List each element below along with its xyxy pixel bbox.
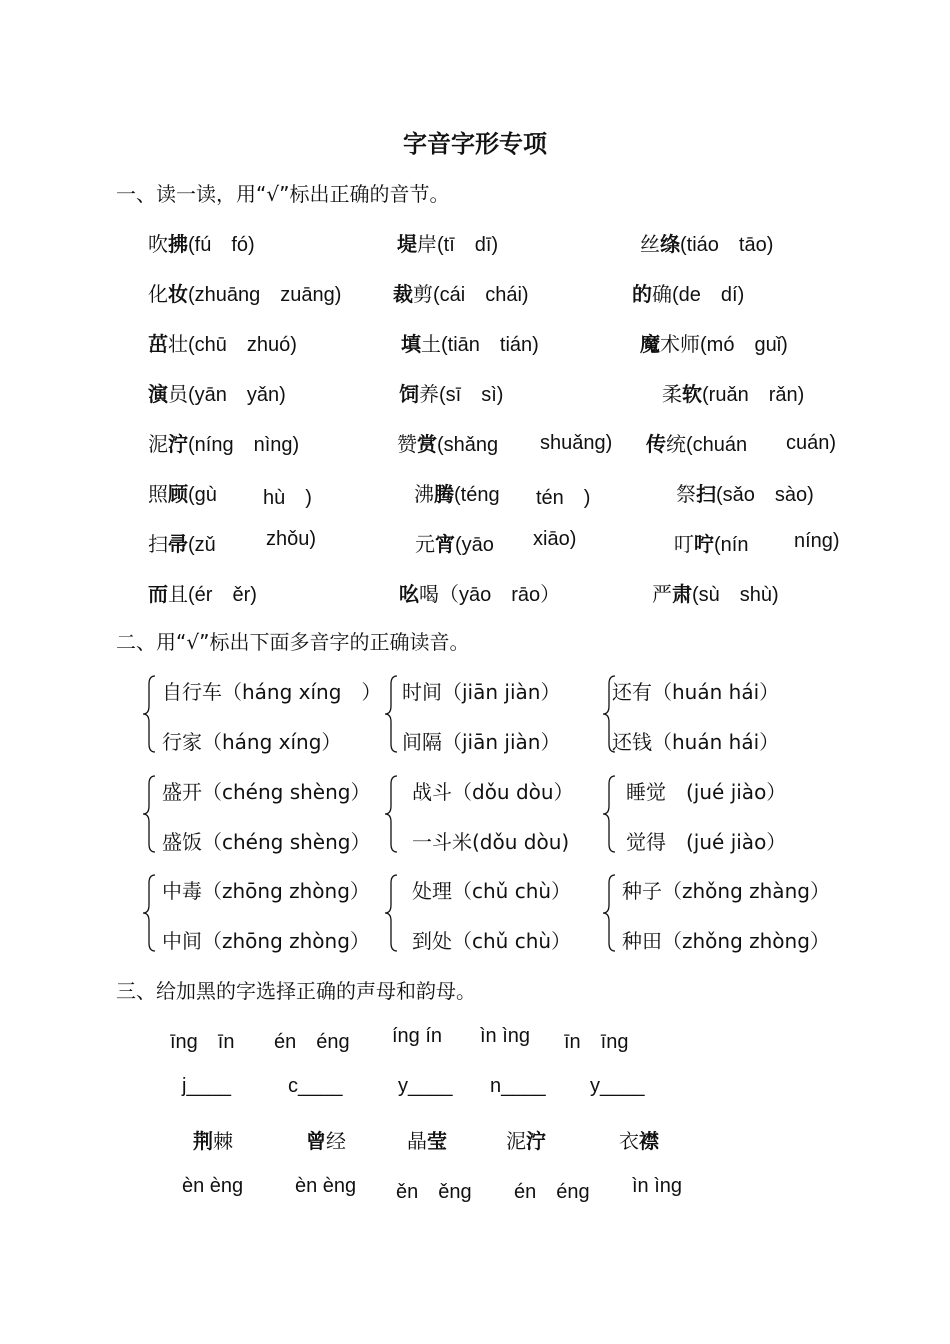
pinyin-options[interactable]: (chuán	[686, 434, 748, 456]
word-plain-suffix: 壮	[168, 332, 188, 356]
word-plain-prefix: 丝	[640, 232, 660, 256]
reading-item	[414, 478, 500, 507]
curly-brace-icon	[142, 873, 156, 953]
word-plain-suffix: 员	[168, 382, 188, 406]
polyphone-item[interactable]: 战斗（dǒu dòu）	[412, 780, 574, 804]
pinyin-options[interactable]: (yāo	[455, 534, 494, 556]
word-bold-char: 肃	[672, 582, 692, 606]
word-bold-char: 魔	[640, 332, 660, 356]
word-plain-suffix: 剪	[413, 282, 433, 306]
section3-heading: 三、给加黑的字选择正确的声母和韵母。	[116, 979, 476, 1003]
word-bold-char: 绦	[660, 232, 680, 256]
word-bold-char: 拂	[168, 232, 188, 256]
word-plain-prefix: 扫	[148, 532, 168, 556]
word-bold-char: 裁	[393, 282, 413, 306]
pinyin-options[interactable]: (de dí)	[672, 284, 745, 306]
word-plain-suffix: 喝	[419, 582, 439, 606]
polyphone-item[interactable]: 一斗米(dǒu dòu)	[412, 830, 570, 854]
pinyin-options[interactable]: (sù shù)	[692, 584, 779, 606]
pinyin-options[interactable]: （yāo rāo）	[439, 584, 561, 606]
reading-item	[148, 528, 216, 557]
reading-item	[632, 278, 744, 307]
word-plain-prefix: 照	[148, 482, 168, 506]
polyphone-item[interactable]: 间隔（jiān jiàn）	[402, 730, 561, 754]
initial-blank[interactable]: j____	[182, 1075, 231, 1097]
reading-item	[148, 228, 255, 257]
reading-item	[662, 378, 804, 407]
curly-brace-icon	[384, 774, 398, 854]
pinyin-options[interactable]: (níng nìng)	[188, 434, 300, 456]
reading-item	[401, 328, 539, 357]
target-word	[407, 1125, 447, 1154]
pinyin-option-secondary[interactable]: xiāo)	[533, 528, 577, 550]
reading-item	[415, 528, 494, 557]
pinyin-options[interactable]: (téng	[454, 484, 500, 506]
reading-item	[676, 478, 814, 507]
polyphone-item[interactable]: 盛开（chéng shèng）	[162, 780, 371, 804]
curly-brace-icon	[142, 774, 156, 854]
word-bold-char: 莹	[427, 1129, 447, 1153]
sound-option[interactable]: ìn ìng	[480, 1025, 531, 1047]
pinyin-options[interactable]: (tī dī)	[437, 234, 499, 256]
word-plain-prefix: 叮	[674, 532, 694, 556]
word-plain-char: 泥	[506, 1129, 526, 1153]
polyphone-item[interactable]: 自行车（háng xíng ）	[162, 680, 382, 704]
word-bold-char: 吆	[399, 582, 419, 606]
polyphone-item[interactable]: 种子（zhǒng zhàng）	[622, 879, 830, 903]
word-plain-char: 棘	[213, 1129, 233, 1153]
reading-item	[646, 428, 747, 457]
pinyin-options[interactable]: (tiān tián)	[441, 334, 539, 356]
word-bold-char: 赏	[417, 432, 437, 456]
polyphone-item[interactable]: 中毒（zhōng zhòng）	[162, 879, 370, 903]
pinyin-options[interactable]: (tiáo tāo)	[680, 234, 774, 256]
polyphone-item[interactable]: 睡觉 (jué jiào）	[626, 780, 787, 804]
word-bold-char: 茁	[148, 332, 168, 356]
word-plain-suffix: 统	[666, 432, 686, 456]
sound-option[interactable]: èn èng	[295, 1175, 357, 1197]
section1-heading: 一、读一读，用“√”标出正确的音节。	[116, 182, 450, 206]
sound-option[interactable]: ěn ěng	[396, 1181, 472, 1203]
sound-option[interactable]: ìn ìng	[632, 1175, 683, 1197]
word-plain-suffix: 土	[421, 332, 441, 356]
polyphone-item[interactable]: 行家（háng xíng）	[162, 730, 342, 754]
word-bold-char: 扫	[696, 482, 716, 506]
word-bold-char: 而	[148, 582, 168, 606]
pinyin-options[interactable]: (fú fó)	[188, 234, 255, 256]
initial-blank[interactable]: y____	[398, 1075, 453, 1097]
word-plain-suffix: 确	[652, 282, 672, 306]
word-bold-char: 腾	[434, 482, 454, 506]
word-plain-char: 晶	[407, 1129, 427, 1153]
pinyin-options[interactable]: (ér ěr)	[188, 584, 257, 606]
pinyin-options[interactable]: (nín	[714, 534, 749, 556]
word-bold-char: 堤	[397, 232, 417, 256]
sound-option[interactable]: én éng	[514, 1181, 590, 1203]
word-bold-char: 咛	[694, 532, 714, 556]
target-word	[506, 1125, 546, 1154]
word-plain-char: 经	[326, 1129, 346, 1153]
reading-item	[652, 578, 779, 607]
pinyin-options[interactable]: (sǎo sào)	[716, 484, 814, 506]
reading-item	[640, 228, 773, 257]
word-plain-char: 衣	[619, 1129, 639, 1153]
word-plain-prefix: 沸	[414, 482, 434, 506]
curly-brace-icon	[142, 674, 156, 754]
target-word	[306, 1125, 346, 1154]
polyphone-item[interactable]: 还有（huán hái）	[612, 680, 780, 704]
polyphone-item[interactable]: 到处（chǔ chù）	[412, 929, 572, 953]
word-plain-suffix: 且	[168, 582, 188, 606]
polyphone-item[interactable]: 还钱（huán hái）	[612, 730, 780, 754]
initial-blank[interactable]: c____	[288, 1075, 343, 1097]
word-bold-char: 泞	[168, 432, 188, 456]
pinyin-options[interactable]: (mó guǐ)	[700, 334, 788, 356]
word-bold-char: 饲	[399, 382, 419, 406]
page-title: 字音字形专项	[403, 130, 547, 158]
curly-brace-icon	[384, 674, 398, 754]
initial-blank[interactable]: y____	[590, 1075, 645, 1097]
word-plain-prefix: 赞	[397, 432, 417, 456]
pinyin-options[interactable]: (zǔ	[188, 534, 216, 556]
word-bold-char: 软	[682, 382, 702, 406]
word-plain-prefix: 泥	[148, 432, 168, 456]
reading-item	[399, 378, 503, 407]
word-bold-char: 顾	[168, 482, 188, 506]
sound-option[interactable]: én éng	[274, 1031, 350, 1053]
section2-heading: 二、用“√”标出下面多音字的正确读音。	[116, 630, 470, 654]
word-plain-prefix: 化	[148, 282, 168, 306]
pinyin-options[interactable]: (gù	[188, 484, 217, 506]
word-bold-char: 妆	[168, 282, 188, 306]
word-bold-char: 泞	[526, 1129, 546, 1153]
curly-brace-icon	[602, 873, 616, 953]
polyphone-item[interactable]: 盛饭（chéng shèng）	[162, 830, 371, 854]
word-bold-char: 曾	[306, 1129, 326, 1153]
target-word	[193, 1125, 233, 1154]
word-bold-char: 演	[148, 382, 168, 406]
reading-item	[148, 328, 297, 357]
polyphone-item[interactable]: 处理（chǔ chù）	[412, 879, 572, 903]
word-plain-prefix: 元	[415, 532, 435, 556]
word-bold-char: 帚	[168, 532, 188, 556]
word-bold-char: 荆	[193, 1129, 213, 1153]
pinyin-options[interactable]: (chū zhuó)	[188, 334, 297, 356]
reading-item	[399, 578, 560, 607]
word-plain-suffix: 岸	[417, 232, 437, 256]
curly-brace-icon	[384, 873, 398, 953]
pinyin-options[interactable]: (shǎng	[437, 434, 499, 456]
polyphone-item[interactable]: 种田（zhǒng zhòng）	[622, 929, 830, 953]
sound-option[interactable]: īng īn	[170, 1031, 235, 1053]
sound-option[interactable]: īn īng	[564, 1031, 629, 1053]
pinyin-options[interactable]: (ruǎn rǎn)	[702, 384, 805, 406]
word-bold-char: 填	[401, 332, 421, 356]
reading-item	[397, 428, 498, 457]
word-plain-prefix: 严	[652, 582, 672, 606]
pinyin-options[interactable]: (cái chái)	[433, 284, 529, 306]
reading-item	[148, 478, 217, 507]
target-word	[619, 1125, 659, 1154]
pinyin-option-secondary[interactable]: tén )	[536, 487, 591, 509]
pinyin-options[interactable]: (zhuāng zuāng)	[188, 284, 342, 306]
word-plain-prefix: 祭	[676, 482, 696, 506]
polyphone-item[interactable]: 时间（jiān jiàn）	[402, 680, 561, 704]
reading-item	[674, 528, 748, 557]
pinyin-option-secondary[interactable]: níng)	[794, 530, 840, 552]
sound-option[interactable]: èn èng	[182, 1175, 244, 1197]
word-plain-prefix: 吹	[148, 232, 168, 256]
word-bold-char: 的	[632, 282, 652, 306]
pinyin-options[interactable]: (sī sì)	[439, 384, 504, 406]
polyphone-item[interactable]: 觉得 (jué jiào）	[626, 830, 787, 854]
pinyin-option-secondary[interactable]: cuán)	[786, 432, 837, 454]
word-bold-char: 宵	[435, 532, 455, 556]
reading-item	[397, 228, 498, 257]
word-plain-suffix: 术师	[660, 332, 700, 356]
word-plain-suffix: 养	[419, 382, 439, 406]
sound-option[interactable]: íng ín	[392, 1025, 443, 1047]
reading-item	[148, 278, 341, 307]
reading-item	[640, 328, 788, 357]
polyphone-item[interactable]: 中间（zhōng zhòng）	[162, 929, 370, 953]
reading-item	[393, 278, 529, 307]
pinyin-options[interactable]: (yān yǎn)	[188, 384, 286, 406]
initial-blank[interactable]: n____	[490, 1075, 546, 1097]
word-bold-char: 襟	[639, 1129, 659, 1153]
reading-item	[148, 578, 257, 607]
word-plain-prefix: 柔	[662, 382, 682, 406]
pinyin-option-secondary[interactable]: shuǎng)	[540, 432, 613, 454]
reading-item	[148, 428, 299, 457]
reading-item	[148, 378, 286, 407]
pinyin-option-secondary[interactable]: hù )	[263, 487, 312, 509]
pinyin-option-secondary[interactable]: zhǒu)	[266, 528, 317, 550]
curly-brace-icon	[602, 774, 616, 854]
word-bold-char: 传	[646, 432, 666, 456]
